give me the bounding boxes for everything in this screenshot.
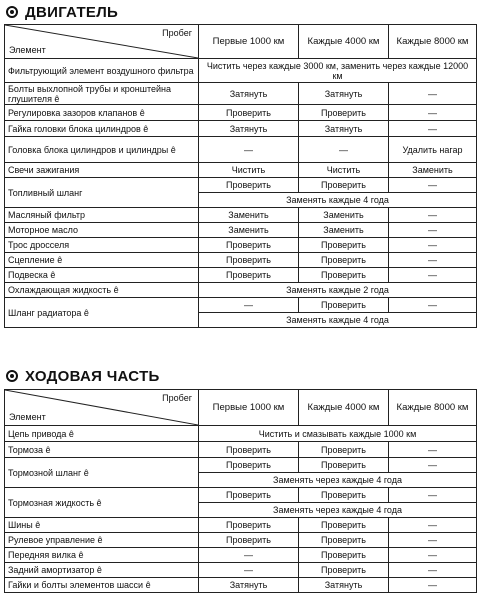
row-cell-every-8000: —: [389, 253, 477, 268]
row-cell-first-1000: Чистить: [199, 163, 299, 178]
row-item-name: Сцепление ê: [5, 253, 199, 268]
row-cell-every-8000: —: [389, 208, 477, 223]
row-item-name: Подвеска ê: [5, 268, 199, 283]
header-mileage-label: Пробег: [162, 393, 192, 403]
row-cell-every-4000: Чистить: [299, 163, 389, 178]
row-cell-first-1000: Проверить: [199, 253, 299, 268]
row-item-name: Шланг радиатора ê: [5, 298, 199, 328]
row-item-name: Трос дросселя: [5, 238, 199, 253]
table-row: [5, 563, 477, 578]
row-cell-every-4000: Проверить: [299, 105, 389, 121]
table-header-row: [5, 25, 477, 59]
row-item-name: Масляный фильтр: [5, 208, 199, 223]
header-diagonal-cell: [5, 390, 199, 426]
row-cell-every-4000: Проверить: [299, 458, 389, 473]
row-cell-every-8000: Удалить нагар: [389, 137, 477, 163]
row-cell-first-1000: Проверить: [199, 458, 299, 473]
row-cell-first-1000: Проверить: [199, 238, 299, 253]
table-row: [5, 253, 477, 268]
table-row: [5, 105, 477, 121]
row-cell-every-4000: Заменить: [299, 208, 389, 223]
row-cell-every-4000: Затянуть: [299, 83, 389, 105]
table-row: [5, 268, 477, 283]
bullet-circle-icon: [6, 370, 18, 382]
table-row: [5, 83, 477, 105]
row-item-name: Свечи зажигания: [5, 163, 199, 178]
row-cell-every-4000: Проверить: [299, 268, 389, 283]
table-row: [5, 59, 477, 83]
row-cell-every-8000: —: [389, 223, 477, 238]
row-cell-every-4000: Проверить: [299, 442, 389, 458]
row-item-name: Фильтрующий элемент воздушного фильтра: [5, 59, 199, 83]
table-row: [5, 223, 477, 238]
header-diagonal-cell: [5, 25, 199, 59]
row-item-name: Топливный шланг: [5, 178, 199, 208]
table-row: [5, 548, 477, 563]
table-row: [5, 298, 477, 313]
row-cell-first-1000: Проверить: [199, 518, 299, 533]
row-cell-every-4000: Проверить: [299, 563, 389, 578]
row-cell-first-1000: —: [199, 298, 299, 313]
chassis-maintenance-table: [4, 389, 477, 593]
table-row: [5, 163, 477, 178]
row-cell-every-4000: Проверить: [299, 488, 389, 503]
header-mileage-label: Пробег: [162, 28, 192, 38]
row-cell-every-4000: Проверить: [299, 548, 389, 563]
table-row: [5, 426, 477, 442]
row-cell-every-8000: —: [389, 458, 477, 473]
row-span-note: Чистить и смазывать каждые 1000 км: [199, 426, 477, 442]
row-cell-first-1000: Проверить: [199, 178, 299, 193]
chassis-section-heading: [6, 366, 160, 386]
row-span-note: Заменять каждые 4 года: [199, 193, 477, 208]
row-cell-first-1000: Заменить: [199, 223, 299, 238]
row-cell-first-1000: —: [199, 137, 299, 163]
row-item-name: Тормозная жидкость ê: [5, 488, 199, 518]
row-cell-first-1000: Затянуть: [199, 121, 299, 137]
row-cell-every-4000: Проверить: [299, 178, 389, 193]
row-item-name: Охлаждающая жидкость ê: [5, 283, 199, 298]
row-cell-every-4000: Проверить: [299, 253, 389, 268]
chassis-section-title: ХОДОВАЯ ЧАСТЬ: [25, 367, 160, 385]
row-cell-first-1000: —: [199, 563, 299, 578]
row-cell-first-1000: Проверить: [199, 488, 299, 503]
engine-section-title: ДВИГАТЕЛЬ: [25, 3, 119, 21]
row-cell-first-1000: Проверить: [199, 533, 299, 548]
row-cell-every-8000: —: [389, 238, 477, 253]
bullet-circle-icon: [6, 6, 18, 18]
row-cell-first-1000: Проверить: [199, 105, 299, 121]
row-item-name: Тормоза ê: [5, 442, 199, 458]
header-element-label: Элемент: [9, 412, 46, 422]
row-item-name: Моторное масло: [5, 223, 199, 238]
header-col-first-1000: Первые 1000 км: [199, 390, 299, 426]
row-cell-first-1000: Проверить: [199, 442, 299, 458]
row-item-name: Тормозной шланг ê: [5, 458, 199, 488]
row-item-name: Гайки и болты элементов шасси ê: [5, 578, 199, 593]
row-item-name: Болты выхлопной трубы и кронштейна глушителя ê: [5, 83, 199, 105]
row-cell-every-4000: Проверить: [299, 298, 389, 313]
row-cell-first-1000: Заменить: [199, 208, 299, 223]
row-cell-every-8000: —: [389, 518, 477, 533]
row-cell-first-1000: Затянуть: [199, 578, 299, 593]
header-col-every-8000: Каждые 8000 км: [389, 390, 477, 426]
row-cell-every-8000: —: [389, 298, 477, 313]
row-cell-every-4000: Проверить: [299, 238, 389, 253]
row-item-name: Шины ê: [5, 518, 199, 533]
row-cell-first-1000: —: [199, 548, 299, 563]
row-cell-every-8000: —: [389, 83, 477, 105]
row-item-name: Гайка головки блока цилиндров ê: [5, 121, 199, 137]
table-row: [5, 488, 477, 503]
table-row: [5, 578, 477, 593]
table-row: [5, 283, 477, 298]
row-cell-every-8000: —: [389, 268, 477, 283]
row-cell-every-8000: —: [389, 578, 477, 593]
engine-maintenance-table: [4, 24, 477, 328]
row-cell-first-1000: Проверить: [199, 268, 299, 283]
table-row: [5, 208, 477, 223]
row-span-note: Чистить через каждые 3000 км, заменить через каждые 12000 км: [199, 59, 477, 83]
row-cell-every-4000: Проверить: [299, 533, 389, 548]
table-header-row: [5, 390, 477, 426]
engine-section-heading: [6, 2, 118, 22]
row-item-name: Регулировка зазоров клапанов ê: [5, 105, 199, 121]
table-row: [5, 178, 477, 193]
row-cell-every-8000: —: [389, 178, 477, 193]
row-cell-every-4000: Затянуть: [299, 578, 389, 593]
row-span-note: Заменять через каждые 4 года: [199, 503, 477, 518]
row-item-name: Головка блока цилиндров и цилиндры ê: [5, 137, 199, 163]
row-cell-every-4000: —: [299, 137, 389, 163]
row-cell-every-8000: —: [389, 442, 477, 458]
table-row: [5, 518, 477, 533]
row-cell-every-8000: Заменить: [389, 163, 477, 178]
row-span-note: Заменять каждые 2 года: [199, 283, 477, 298]
row-span-note: Заменять каждые 4 года: [199, 313, 477, 328]
row-cell-every-4000: Проверить: [299, 518, 389, 533]
row-item-name: Задний амортизатор ê: [5, 563, 199, 578]
table-row: [5, 458, 477, 473]
row-cell-every-4000: Заменить: [299, 223, 389, 238]
row-item-name: Рулевое управление ê: [5, 533, 199, 548]
table-row: [5, 238, 477, 253]
row-cell-every-8000: —: [389, 563, 477, 578]
header-col-every-4000: Каждые 4000 км: [299, 390, 389, 426]
table-row: [5, 533, 477, 548]
header-col-every-8000: Каждые 8000 км: [389, 25, 477, 59]
row-cell-every-4000: Затянуть: [299, 121, 389, 137]
table-row: [5, 121, 477, 137]
header-element-label: Элемент: [9, 45, 46, 55]
table-row: [5, 442, 477, 458]
row-cell-every-8000: —: [389, 488, 477, 503]
header-col-every-4000: Каждые 4000 км: [299, 25, 389, 59]
row-span-note: Заменять через каждые 4 года: [199, 473, 477, 488]
row-cell-first-1000: Затянуть: [199, 83, 299, 105]
table-row: [5, 137, 477, 163]
row-item-name: Цепь привода ê: [5, 426, 199, 442]
row-cell-every-8000: —: [389, 533, 477, 548]
header-col-first-1000: Первые 1000 км: [199, 25, 299, 59]
row-item-name: Передняя вилка ê: [5, 548, 199, 563]
row-cell-every-8000: —: [389, 105, 477, 121]
row-cell-every-8000: —: [389, 121, 477, 137]
row-cell-every-8000: —: [389, 548, 477, 563]
